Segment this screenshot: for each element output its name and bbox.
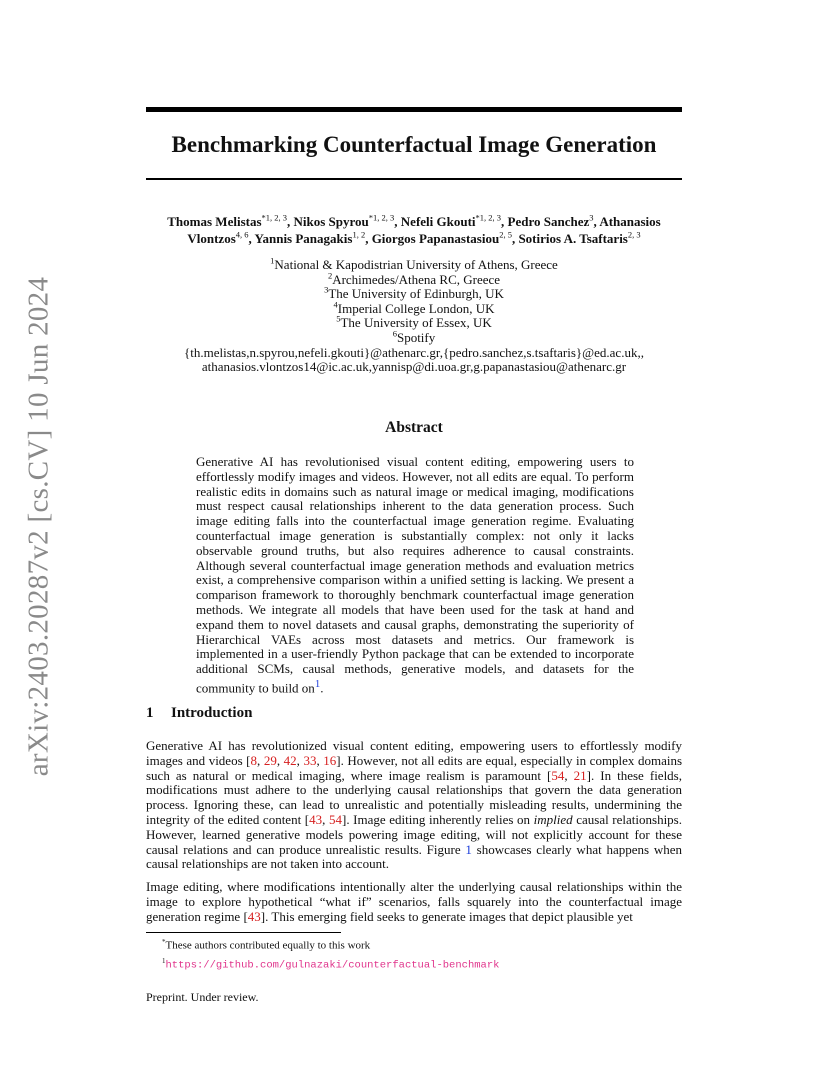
affiliation-name: Spotify bbox=[396, 329, 436, 345]
affiliation-mark: 4 bbox=[333, 299, 338, 310]
footnote-text: These authors contributed equally to this work bbox=[165, 939, 371, 952]
affiliation-mark: 1 bbox=[270, 255, 275, 266]
author-affiliation-mark: *1, 2, 3 bbox=[475, 212, 502, 223]
affiliation-mark: 3 bbox=[324, 284, 329, 295]
affiliation-line bbox=[146, 284, 682, 302]
figure-link[interactable]: 1 bbox=[465, 841, 472, 857]
citation-link[interactable]: 8 bbox=[250, 752, 258, 768]
paper-title: Benchmarking Counterfactual Image Generation bbox=[171, 132, 657, 157]
abstract-heading: Abstract bbox=[385, 419, 443, 436]
author-name: Sotirios A. Tsaftaris bbox=[518, 231, 628, 246]
affiliation-mark: 2 bbox=[327, 270, 333, 281]
affiliation-mark: 6 bbox=[392, 328, 397, 339]
citation-link[interactable]: 16 bbox=[323, 752, 337, 768]
email-line: athanasios.vlontzos14@ic.ac.uk,yannisp@di.uoa.gr,g.papanastasiou@athenarc.gr bbox=[201, 359, 627, 375]
affiliation-name: The University of Edinburgh, UK bbox=[328, 286, 504, 302]
author-name: Pedro Sanchez bbox=[507, 214, 590, 229]
page-footer: Preprint. Under review. bbox=[146, 990, 259, 1004]
author-name: Thomas Melistas bbox=[167, 214, 262, 229]
footnotes bbox=[162, 935, 499, 973]
author-affiliation-mark: *1, 2, 3 bbox=[261, 212, 288, 223]
citation-link[interactable]: 54 bbox=[551, 767, 565, 783]
title-bottom-rule bbox=[146, 178, 682, 180]
affiliation-line bbox=[146, 270, 682, 288]
affiliation-name: Imperial College London, UK bbox=[337, 300, 495, 316]
intro-paragraph-2 bbox=[146, 880, 682, 924]
footnote-link[interactable]: 1 bbox=[314, 677, 321, 690]
affiliation-name: Archimedes/Athena RC, Greece bbox=[332, 271, 501, 287]
paragraph-text: Generative AI has revolutionized visual content editing, empowering users to effortlessly modify images and videos [ bbox=[146, 738, 682, 768]
author-affiliation-mark: 1, 2 bbox=[352, 229, 366, 240]
author-list: Thomas Melistas$^{*1, 2, 3}$, Nikos Spyrou$^{*1, 2, 3}$, Nefeli Gkouti$^{*1, 2, 3}$, Pedro Sanchez$^3$, Athanasios Vlontzos$^{4, 6}$, Yannis Panagakis$^{1, 2}$, Giorgos Papanastasiou$^{2, 5}$, Sotirios A. Tsaftaris$^{2, 3}$ bbox=[167, 212, 661, 246]
author-affiliation-mark: *1, 2, 3 bbox=[368, 212, 395, 223]
affiliation-line bbox=[146, 316, 682, 331]
abstract-text: Generative AI has revolutionised visual content editing, empowering users to effortlessly modify images and videos. However, not all edits are equal. To perform realistic edits in domains such as natural image or medical imaging, modifications must respect causal relationships inherent to the data generation process. Such image editing falls into the counterfactual image generation regime. Evaluating counterfactual image generation is substantially complex: not only it lacks observable ground truths, but also requires adherence to causal constraints. Although several counterfactual image generation methods and evaluation metrics exist, a comprehensive comparison within a unified setting is lacking. We present a comparison framework to thoroughly benchmark counterfactual image generation methods. We integrate all models that have been used for the task at hand and expand them to novel datasets and causal graphs, demonstrating the superiority of Hierarchical VAEs across most datasets and metrics. Our framework is implemented in a user-friendly Python package that can be extended to incorporate additional SCMs, causal methods, generative models, and datasets for the community to build $on^1$. bbox=[196, 454, 634, 696]
citation-link[interactable]: 54 bbox=[328, 811, 342, 827]
section-number: 1 bbox=[146, 705, 154, 721]
author-name: Athanasios Vlontzos bbox=[187, 214, 661, 246]
arxiv-identifier-stamp bbox=[16, 276, 62, 776]
affiliation-name: The University of Essex, UK bbox=[340, 315, 492, 331]
paragraph-text: showcases clearly what happens when causal relationships are not taken into account. bbox=[146, 841, 682, 872]
paragraph-text: Image editing, where modifications intentionally alter the underlying causal relationships within the image to explore hypothetical “what if” scenarios, falls squarely into the counterfactual image generation regime [ bbox=[146, 879, 682, 924]
footnote-equal-contribution bbox=[162, 935, 499, 954]
intro-paragraph-1: Generative AI has revolutionized visual content editing, empowering users to effortlessly modify images and videos [8, 29, 42, 33, 16]. However, not all edits are equal, especially in complex domains such as natural or medical imaging, where image realism is paramount [54, 21]. In these fields, modifications must adhere to the underlying causal relationships that govern the data generation process. Ignoring these, can lead to unrealistic and potentially misleading results, undermining the integrity of the edited content [43, 54]. Image editing inherently relies on implied causal relationships. However, learned generative models powering image editing, will not explicitly account for these causal relations and can produce unrealistic results. Figure 1 showcases clearly what happens when causal relationships are not taken into account. bbox=[146, 738, 683, 872]
footnote-mark: * bbox=[162, 938, 166, 946]
paragraph-text: causal relationships. However, learned generative models powering image editing, will not explicitly account for these causal relations and can produce unrealistic results. Figure bbox=[146, 811, 682, 857]
author-name: Giorgos Papanastasiou bbox=[371, 231, 500, 246]
emphasis-text: implied bbox=[533, 811, 573, 827]
author-name: Nikos Spyrou bbox=[293, 214, 369, 229]
section-title: Introduction bbox=[171, 705, 253, 721]
affiliation-mark: 5 bbox=[336, 314, 341, 325]
affiliation-line bbox=[146, 255, 682, 273]
author-affiliation-mark: 4, 6 bbox=[235, 229, 249, 240]
footnote-mark: 1 bbox=[162, 956, 166, 965]
footnote-repo bbox=[162, 954, 499, 974]
paragraph-text: ]. This emerging field seeks to generate images that depict plausible yet bbox=[260, 908, 633, 924]
author-name: Nefeli Gkouti bbox=[400, 214, 476, 229]
citation-link[interactable]: 43 bbox=[247, 908, 261, 924]
author-affiliation-mark: 2, 5 bbox=[499, 229, 512, 240]
affiliation-name: National & Kapodistrian University of Athens, Greece bbox=[274, 257, 558, 272]
title-top-rule bbox=[146, 107, 682, 112]
affiliation-list bbox=[146, 255, 682, 375]
author-name: Yannis Panagakis bbox=[254, 231, 353, 246]
citation-link[interactable]: 33 bbox=[303, 752, 317, 768]
footnote-rule bbox=[146, 932, 341, 933]
abstract-body-text: Generative AI has revolutionised visual content editing, empowering users to effortlessly modify images and videos. However, not all edits are equal. To perform realistic edits in domains such as natural image or medical imaging, modifications must respect causal relationships inherent to the data generation process. Such image editing falls into the counterfactual image generation regime. Evaluating counterfactual image generation is substantially complex: not only it lacks observable ground truths, but also requires adherence to causal constraints. Although several counterfactual image generation methods and evaluation metrics exist, a comprehensive comparison within a unified setting is lacking. We present a comparison framework to thoroughly benchmark counterfactual image generation methods. We integrate all models that have been used for the task at hand and expand them to novel datasets and causal graphs, demonstrating the superiority of Hierarchical VAEs across most datasets and metrics. Our framework is implemented in a user-friendly Python package that can be extended to incorporate additional SCMs, causal methods, generative models, and datasets for the community to build on bbox=[196, 454, 634, 696]
citation-link[interactable]: 42 bbox=[283, 752, 297, 768]
author-affiliation-mark: 2, 3 bbox=[627, 229, 641, 240]
paragraph-text: ]. Image editing inherently relies on bbox=[341, 811, 534, 827]
section-heading bbox=[146, 705, 252, 722]
email-line: {th.melistas,n.spyrou,nefeli.gkouti}@athenarc.gr,{pedro.sanchez,s.tsaftaris}@ed.ac.uk,, bbox=[184, 344, 644, 360]
repository-url-link[interactable]: https://github.com/gulnazaki/counterfactual-benchmark bbox=[165, 959, 500, 972]
arxiv-identifier-text: arXiv:2403.20287v2 [cs.CV] 10 Jun 2024 bbox=[22, 276, 55, 776]
affiliation-line bbox=[146, 328, 682, 346]
citation-link[interactable]: 21 bbox=[573, 767, 587, 783]
author-affiliation-mark: 3 bbox=[589, 212, 594, 223]
citation-link[interactable]: 29 bbox=[263, 752, 277, 768]
paragraph-text: ]. In these fields, modifications must adhere to the underlying causal relationships that govern the data generation process. Ignoring these, can lead to unrealistic and potentially misleading results, undermining the integrity of the edited content [ bbox=[146, 767, 682, 827]
paragraph-text: ]. However, not all edits are equal, especially in complex domains such as natural or medical imaging, where image realism is paramount [ bbox=[146, 752, 683, 783]
citation-link[interactable]: 43 bbox=[309, 811, 323, 827]
